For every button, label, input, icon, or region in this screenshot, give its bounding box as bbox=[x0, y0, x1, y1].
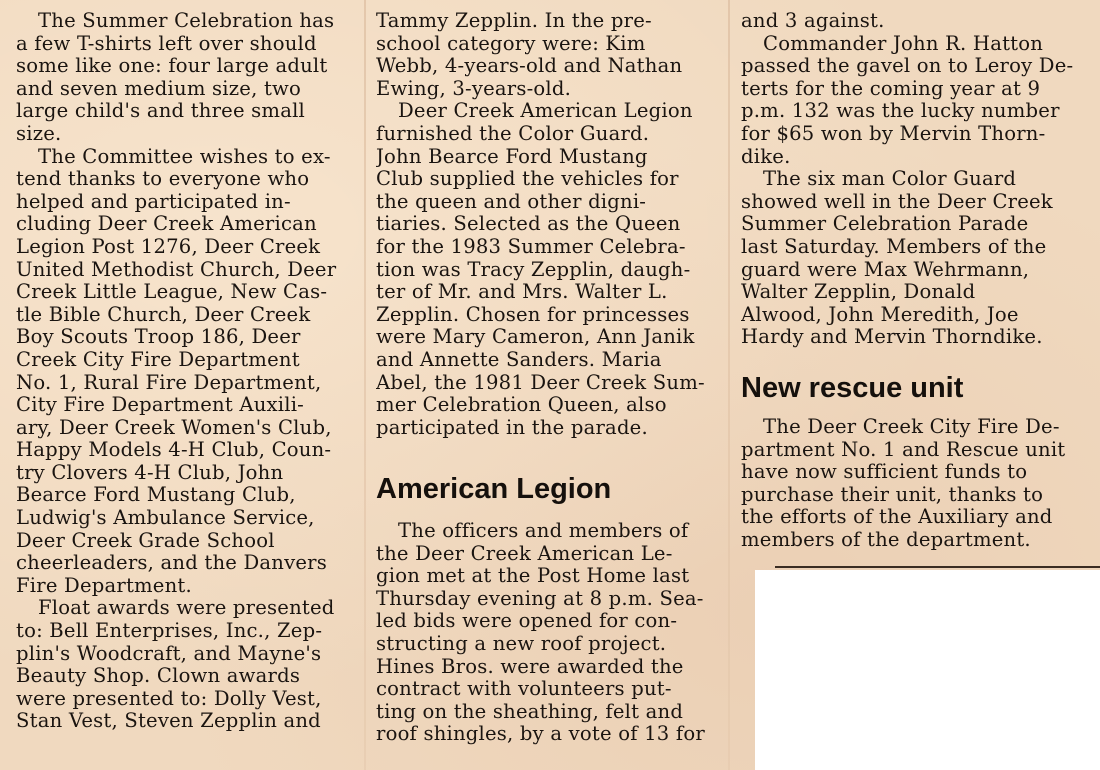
text-line: tiaries. Selected as the Queen bbox=[376, 213, 681, 236]
text-line: led bids were opened for con- bbox=[376, 610, 678, 633]
text-line: tion was Tracy Zepplin, daugh- bbox=[376, 258, 691, 281]
text-line: showed well in the Deer Creek bbox=[741, 190, 1053, 213]
text-line: participated in the parade. bbox=[376, 416, 648, 439]
text-line: dike. bbox=[741, 145, 791, 168]
text-line: school category were: Kim bbox=[376, 32, 646, 55]
text-line: Happy Models 4-H Club, Coun- bbox=[16, 439, 332, 462]
text-line: were Mary Cameron, Ann Janik bbox=[376, 326, 695, 349]
text-line: gion met at the Post Home last bbox=[376, 565, 690, 588]
heading-american-legion: American Legion bbox=[376, 473, 612, 505]
blank-area bbox=[755, 570, 1100, 770]
text-line: The officers and members of bbox=[398, 520, 689, 542]
text-line: guard were Max Wehrmann, bbox=[741, 258, 1030, 281]
text-line: p.m. 132 was the lucky number bbox=[741, 100, 1060, 123]
text-line: United Methodist Church, Deer bbox=[16, 258, 337, 281]
text-line: Stan Vest, Steven Zepplin and bbox=[16, 710, 321, 733]
text-line: Beauty Shop. Clown awards bbox=[16, 665, 301, 688]
text-line: John Bearce Ford Mustang bbox=[376, 145, 648, 168]
text-line: Fire Department. bbox=[16, 574, 192, 597]
text-line: tle Bible Church, Deer Creek bbox=[16, 303, 311, 326]
text-line: Hines Bros. were awarded the bbox=[376, 655, 684, 678]
text-line: and seven medium size, two bbox=[16, 77, 301, 100]
text-line: Zepplin. Chosen for princesses bbox=[376, 303, 690, 326]
article-new-rescue-unit bbox=[741, 416, 1082, 552]
text-line: terts for the coming year at 9 bbox=[741, 77, 1041, 100]
text-line: Deer Creek Grade School bbox=[16, 529, 275, 552]
text-line: Legion Post 1276, Deer Creek bbox=[16, 235, 321, 258]
text-line: try Clovers 4-H Club, John bbox=[16, 461, 284, 484]
text-line: Creek City Fire Department bbox=[16, 348, 300, 371]
text-line: cheerleaders, and the Danvers bbox=[16, 552, 327, 575]
text-line: Float awards were presented bbox=[38, 597, 335, 620]
text-line: size. bbox=[16, 122, 62, 145]
text-line: cluding Deer Creek American bbox=[16, 213, 317, 236]
text-line: large child's and three small bbox=[16, 100, 306, 123]
text-line: Bearce Ford Mustang Club, bbox=[16, 484, 296, 507]
text-line: a few T-shirts left over should bbox=[16, 32, 317, 55]
text-line: passed the gavel on to Leroy De- bbox=[741, 55, 1074, 78]
text-line: contract with volunteers put- bbox=[376, 678, 672, 701]
text-line: Abel, the 1981 Deer Creek Sum- bbox=[376, 371, 705, 394]
text-line: for the 1983 Summer Celebra- bbox=[376, 235, 686, 258]
article-american-legion bbox=[376, 520, 716, 746]
text-line: for $65 won by Mervin Thorn- bbox=[741, 122, 1046, 145]
text-line: Walter Zepplin, Donald bbox=[741, 281, 976, 304]
text-line: Tammy Zepplin. In the pre- bbox=[376, 10, 652, 32]
text-line: City Fire Department Auxili- bbox=[16, 394, 304, 417]
text-line: Ewing, 3-years-old. bbox=[376, 77, 572, 100]
text-line: structing a new roof project. bbox=[376, 632, 667, 655]
text-line: and Annette Sanders. Maria bbox=[376, 348, 662, 371]
text-line: the queen and other digni- bbox=[376, 190, 647, 213]
text-line: partment No. 1 and Rescue unit bbox=[741, 438, 1066, 461]
text-line: some like one: four large adult bbox=[16, 55, 328, 78]
column-divider bbox=[364, 0, 366, 770]
text-line: Commander John R. Hatton bbox=[763, 32, 1044, 55]
text-line: Webb, 4-years-old and Nathan bbox=[376, 55, 683, 78]
text-line: tend thanks to everyone who bbox=[16, 168, 310, 191]
text-line: No. 1, Rural Fire Department, bbox=[16, 371, 322, 394]
text-line: Deer Creek American Legion bbox=[398, 100, 693, 123]
text-line: last Saturday. Members of the bbox=[741, 235, 1047, 258]
text-line: The six man Color Guard bbox=[763, 168, 1017, 191]
text-line: Boy Scouts Troop 186, Deer bbox=[16, 326, 301, 349]
text-line: The Summer Celebration has bbox=[38, 10, 335, 32]
text-line: mer Celebration Queen, also bbox=[376, 394, 667, 417]
text-line: Summer Celebration Parade bbox=[741, 213, 1029, 236]
text-line: ter of Mr. and Mrs. Walter L. bbox=[376, 281, 668, 304]
text-line: Club supplied the vehicles for bbox=[376, 168, 679, 191]
text-line: the Deer Creek American Le- bbox=[376, 542, 673, 565]
text-line: The Deer Creek City Fire De- bbox=[763, 416, 1060, 438]
text-line: and 3 against. bbox=[741, 10, 885, 32]
text-line: Alwood, John Meredith, Joe bbox=[741, 303, 1019, 326]
text-line: roof shingles, by a vote of 13 for bbox=[376, 723, 705, 746]
text-line: furnished the Color Guard. bbox=[376, 122, 650, 145]
text-line: have now sufficient funds to bbox=[741, 461, 1028, 484]
text-line: the efforts of the Auxiliary and bbox=[741, 506, 1053, 529]
text-line: The Committee wishes to ex- bbox=[38, 145, 331, 168]
column-divider bbox=[728, 0, 730, 770]
text-line: members of the department. bbox=[741, 528, 1031, 551]
text-line: ting on the sheathing, felt and bbox=[376, 700, 684, 723]
heading-new-rescue-unit: New rescue unit bbox=[741, 372, 964, 404]
article-column-3 bbox=[741, 10, 1082, 349]
text-line: Thursday evening at 8 p.m. Sea- bbox=[376, 587, 704, 610]
article-column-2 bbox=[376, 10, 716, 439]
text-line: ary, Deer Creek Women's Club, bbox=[16, 416, 332, 439]
text-line: were presented to: Dolly Vest, bbox=[16, 687, 322, 710]
text-line: Creek Little League, New Cas- bbox=[16, 281, 328, 304]
text-line: Ludwig's Ambulance Service, bbox=[16, 507, 315, 530]
text-line: purchase their unit, thanks to bbox=[741, 483, 1044, 506]
text-line: plin's Woodcraft, and Mayne's bbox=[16, 642, 322, 665]
text-line: helped and participated in- bbox=[16, 190, 291, 213]
text-line: to: Bell Enterprises, Inc., Zep- bbox=[16, 620, 323, 643]
text-line: Hardy and Mervin Thorndike. bbox=[741, 326, 1043, 349]
article-column-1 bbox=[16, 10, 358, 733]
